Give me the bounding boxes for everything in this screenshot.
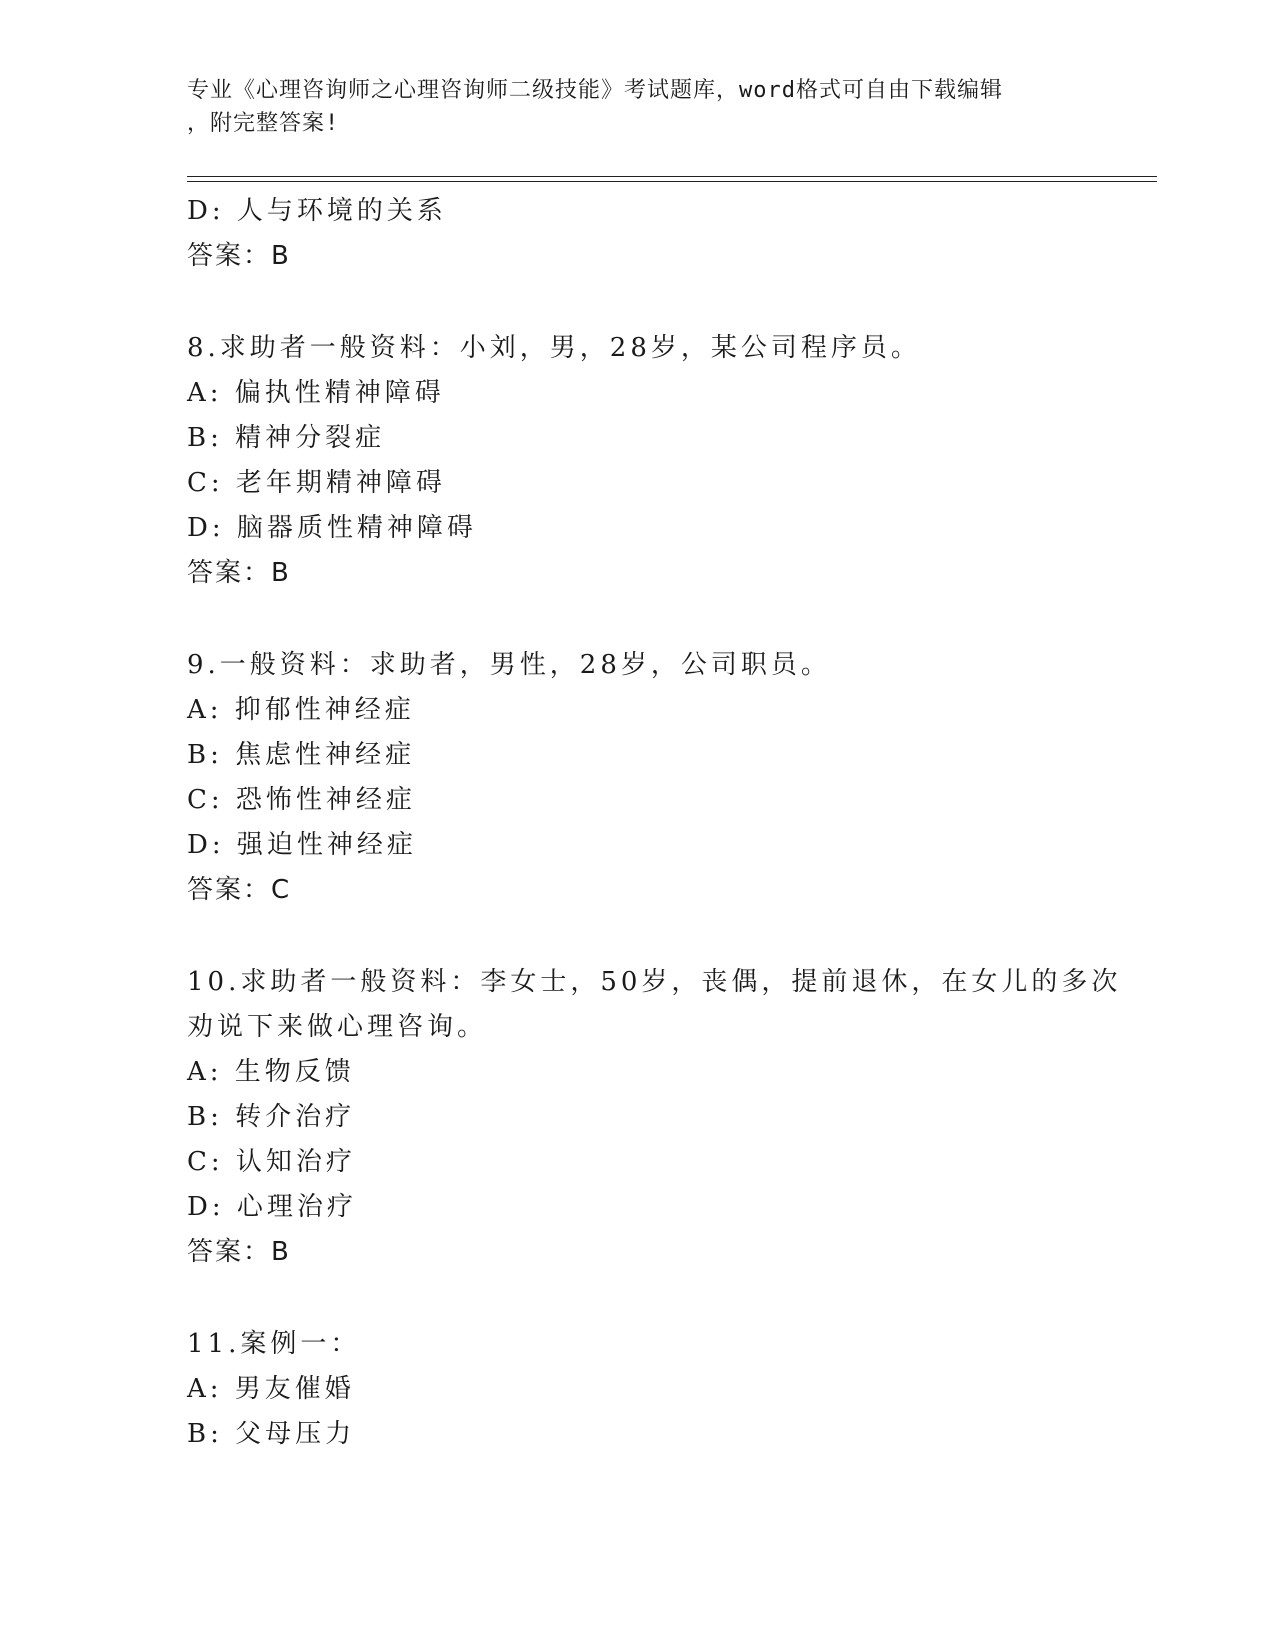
header-line-2: ，附完整答案! bbox=[187, 111, 340, 136]
question-block-10 bbox=[187, 960, 1122, 1275]
option-a: A: 抑郁性神经症 bbox=[187, 695, 415, 725]
answer-line: 答案：B bbox=[187, 1237, 291, 1267]
spacer bbox=[187, 1275, 1107, 1322]
answer-line: 答案：B bbox=[187, 558, 291, 588]
option-d: D: 心理治疗 bbox=[187, 1192, 357, 1222]
question-stem-line-1: 10.求助者一般资料：李女士，50岁，丧偶，提前退休，在女儿的多次 bbox=[187, 967, 1122, 997]
question-list bbox=[187, 189, 1122, 1457]
question-block-11 bbox=[187, 1322, 1107, 1457]
spacer bbox=[187, 279, 1107, 326]
question-stem: 11.案例一： bbox=[187, 1329, 361, 1359]
option-b: B: 精神分裂症 bbox=[187, 423, 386, 453]
option-c: C: 老年期精神障碍 bbox=[187, 468, 446, 498]
option-b: B: 焦虑性神经症 bbox=[187, 740, 416, 770]
header-divider-bottom bbox=[187, 181, 1157, 182]
question-block-8 bbox=[187, 326, 1107, 596]
option-a: A: 生物反馈 bbox=[187, 1057, 355, 1087]
header-line-1: 专业《心理咨询师之心理咨询师二级技能》考试题库，word格式可自由下载编辑 bbox=[187, 78, 1003, 103]
question-stem: 8.求助者一般资料：小刘，男，28岁，某公司程序员。 bbox=[187, 333, 921, 363]
spacer bbox=[187, 913, 1107, 960]
option-c: C: 恐怖性神经症 bbox=[187, 785, 416, 815]
option-d: D: 脑器质性精神障碍 bbox=[187, 513, 477, 543]
header-divider-top bbox=[187, 176, 1157, 177]
answer-line: 答案：C bbox=[187, 875, 292, 905]
question-block-9 bbox=[187, 643, 1107, 913]
option-c: C: 认知治疗 bbox=[187, 1147, 356, 1177]
question-block-7 bbox=[187, 189, 1107, 279]
option-b: B: 转介治疗 bbox=[187, 1102, 356, 1132]
option-a: A: 男友催婚 bbox=[187, 1374, 355, 1404]
option-b: B: 父母压力 bbox=[187, 1419, 356, 1449]
option-d: D: 人与环境的关系 bbox=[187, 196, 447, 226]
spacer bbox=[187, 596, 1107, 643]
option-d: D: 强迫性神经症 bbox=[187, 830, 417, 860]
document-header bbox=[187, 74, 1087, 140]
answer-line: 答案：B bbox=[187, 241, 291, 271]
option-a: A: 偏执性精神障碍 bbox=[187, 378, 445, 408]
question-stem: 9.一般资料：求助者，男性，28岁，公司职员。 bbox=[187, 650, 831, 680]
question-stem-line-2: 劝说下来做心理咨询。 bbox=[187, 1012, 488, 1042]
